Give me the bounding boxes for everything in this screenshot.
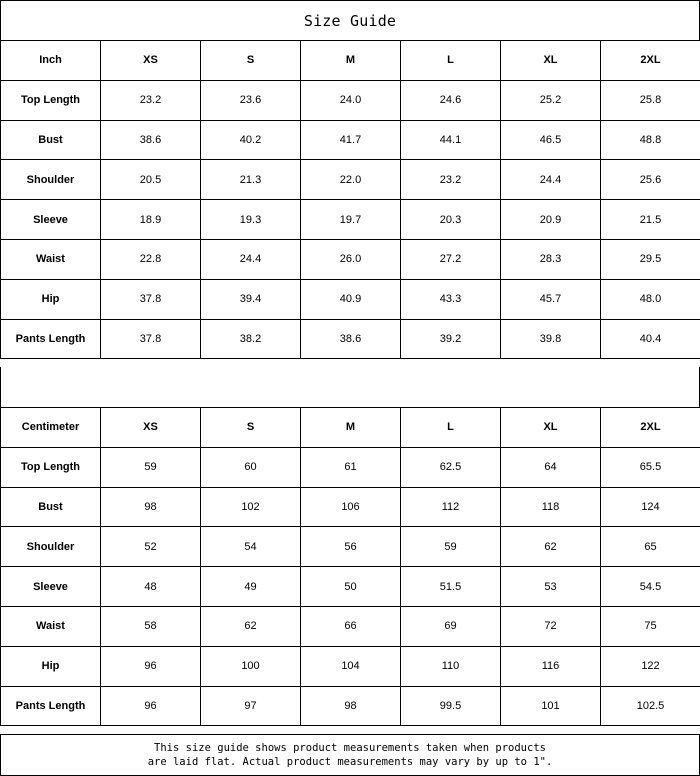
measurement-value: 124 xyxy=(601,487,700,527)
measurement-value: 25.6 xyxy=(601,160,700,200)
measurement-value: 59 xyxy=(401,527,501,567)
size-header: XL xyxy=(501,41,601,81)
measurement-value: 48 xyxy=(101,567,201,607)
measurement-label: Top Length xyxy=(1,447,101,487)
size-header: S xyxy=(201,408,301,448)
table-row xyxy=(1,160,700,200)
measurement-value: 100 xyxy=(201,646,301,686)
size-header: M xyxy=(301,41,401,81)
measurement-label: Hip xyxy=(1,279,101,319)
measurement-value: 62 xyxy=(501,527,601,567)
size-header: L xyxy=(401,408,501,448)
measurement-label: Hip xyxy=(1,646,101,686)
measurement-value: 96 xyxy=(101,686,201,726)
size-header: 2XL xyxy=(601,408,700,448)
measurement-label: Bust xyxy=(1,120,101,160)
measurement-value: 52 xyxy=(101,527,201,567)
measurement-label: Pants Length xyxy=(1,686,101,726)
unit-header: Inch xyxy=(1,41,101,81)
measurement-value: 39.4 xyxy=(201,279,301,319)
measurement-value: 110 xyxy=(401,646,501,686)
measurement-label: Bust xyxy=(1,487,101,527)
size-header: M xyxy=(301,408,401,448)
measurement-value: 28.3 xyxy=(501,239,601,279)
table-row xyxy=(1,447,700,487)
measurement-value: 54 xyxy=(201,527,301,567)
table-row xyxy=(1,567,700,607)
measurement-value: 21.5 xyxy=(601,200,700,240)
measurement-value: 96 xyxy=(101,646,201,686)
measurement-value: 43.3 xyxy=(401,279,501,319)
measurement-value: 24.6 xyxy=(401,80,501,120)
unit-header: Centimeter xyxy=(1,408,101,448)
measurement-value: 22.8 xyxy=(101,239,201,279)
measurement-value: 102 xyxy=(201,487,301,527)
measurement-value: 61 xyxy=(301,447,401,487)
measurement-value: 72 xyxy=(501,606,601,646)
measurement-value: 48.8 xyxy=(601,120,700,160)
measurement-value: 27.2 xyxy=(401,239,501,279)
measurement-label: Waist xyxy=(1,239,101,279)
measurement-value: 66 xyxy=(301,606,401,646)
measurement-value: 65 xyxy=(601,527,700,567)
measurement-value: 25.2 xyxy=(501,80,601,120)
table-spacer xyxy=(0,367,700,408)
page-title: Size Guide xyxy=(0,0,700,41)
measurement-value: 29.5 xyxy=(601,239,700,279)
measurement-value: 23.2 xyxy=(401,160,501,200)
measurement-value: 25.8 xyxy=(601,80,700,120)
measurement-value: 23.2 xyxy=(101,80,201,120)
measurement-value: 65.5 xyxy=(601,447,700,487)
measurement-value: 37.8 xyxy=(101,279,201,319)
measurement-value: 40.2 xyxy=(201,120,301,160)
header-row xyxy=(1,408,700,448)
measurement-value: 23.6 xyxy=(201,80,301,120)
measurement-label: Sleeve xyxy=(1,200,101,240)
measurement-value: 69 xyxy=(401,606,501,646)
measurement-value: 112 xyxy=(401,487,501,527)
measurement-value: 64 xyxy=(501,447,601,487)
measurement-value: 56 xyxy=(301,527,401,567)
measurement-footnote xyxy=(0,734,700,776)
measurement-value: 24.4 xyxy=(501,160,601,200)
measurement-value: 39.8 xyxy=(501,319,601,359)
measurement-value: 122 xyxy=(601,646,700,686)
measurement-value: 44.1 xyxy=(401,120,501,160)
measurement-value: 21.3 xyxy=(201,160,301,200)
measurement-value: 101 xyxy=(501,686,601,726)
measurement-value: 102.5 xyxy=(601,686,700,726)
measurement-value: 60 xyxy=(201,447,301,487)
measurement-label: Pants Length xyxy=(1,319,101,359)
measurement-value: 39.2 xyxy=(401,319,501,359)
measurement-value: 38.6 xyxy=(101,120,201,160)
measurement-value: 62 xyxy=(201,606,301,646)
table-row xyxy=(1,606,700,646)
measurement-value: 106 xyxy=(301,487,401,527)
table-row xyxy=(1,686,700,726)
table-row xyxy=(1,319,700,359)
inch-size-table xyxy=(0,40,700,359)
header-row xyxy=(1,41,700,81)
measurement-value: 26.0 xyxy=(301,239,401,279)
size-header: 2XL xyxy=(601,41,700,81)
measurement-value: 116 xyxy=(501,646,601,686)
table-row xyxy=(1,487,700,527)
measurement-value: 45.7 xyxy=(501,279,601,319)
measurement-value: 37.8 xyxy=(101,319,201,359)
measurement-value: 118 xyxy=(501,487,601,527)
size-header: L xyxy=(401,41,501,81)
measurement-value: 40.4 xyxy=(601,319,700,359)
measurement-value: 24.4 xyxy=(201,239,301,279)
size-header: S xyxy=(201,41,301,81)
table-row xyxy=(1,527,700,567)
centimeter-size-table xyxy=(0,407,700,726)
measurement-value: 97 xyxy=(201,686,301,726)
measurement-label: Shoulder xyxy=(1,527,101,567)
measurement-label: Top Length xyxy=(1,80,101,120)
footnote-line-2: are laid flat. Actual product measurements may vary by up to 1". xyxy=(147,756,553,768)
centimeter-table-body xyxy=(1,408,700,726)
size-header: XS xyxy=(101,408,201,448)
measurement-value: 62.5 xyxy=(401,447,501,487)
measurement-label: Sleeve xyxy=(1,567,101,607)
measurement-value: 58 xyxy=(101,606,201,646)
measurement-value: 104 xyxy=(301,646,401,686)
measurement-value: 38.6 xyxy=(301,319,401,359)
measurement-value: 19.3 xyxy=(201,200,301,240)
table-row xyxy=(1,239,700,279)
table-row xyxy=(1,120,700,160)
measurement-value: 19.7 xyxy=(301,200,401,240)
measurement-value: 22.0 xyxy=(301,160,401,200)
measurement-value: 20.9 xyxy=(501,200,601,240)
measurement-value: 20.3 xyxy=(401,200,501,240)
measurement-value: 24.0 xyxy=(301,80,401,120)
measurement-value: 49 xyxy=(201,567,301,607)
table-row xyxy=(1,279,700,319)
measurement-value: 75 xyxy=(601,606,700,646)
measurement-value: 50 xyxy=(301,567,401,607)
measurement-value: 53 xyxy=(501,567,601,607)
measurement-value: 99.5 xyxy=(401,686,501,726)
inch-table-body xyxy=(1,41,700,359)
measurement-value: 98 xyxy=(301,686,401,726)
measurement-value: 20.5 xyxy=(101,160,201,200)
measurement-value: 46.5 xyxy=(501,120,601,160)
table-row xyxy=(1,80,700,120)
measurement-value: 40.9 xyxy=(301,279,401,319)
measurement-value: 51.5 xyxy=(401,567,501,607)
size-header: XL xyxy=(501,408,601,448)
measurement-value: 98 xyxy=(101,487,201,527)
footnote-line-1: This size guide shows product measurements taken when products xyxy=(154,742,546,754)
measurement-value: 41.7 xyxy=(301,120,401,160)
measurement-value: 48.0 xyxy=(601,279,700,319)
measurement-value: 38.2 xyxy=(201,319,301,359)
measurement-value: 54.5 xyxy=(601,567,700,607)
measurement-label: Shoulder xyxy=(1,160,101,200)
measurement-value: 59 xyxy=(101,447,201,487)
measurement-value: 18.9 xyxy=(101,200,201,240)
measurement-label: Waist xyxy=(1,606,101,646)
table-row xyxy=(1,200,700,240)
table-row xyxy=(1,646,700,686)
size-header: XS xyxy=(101,41,201,81)
